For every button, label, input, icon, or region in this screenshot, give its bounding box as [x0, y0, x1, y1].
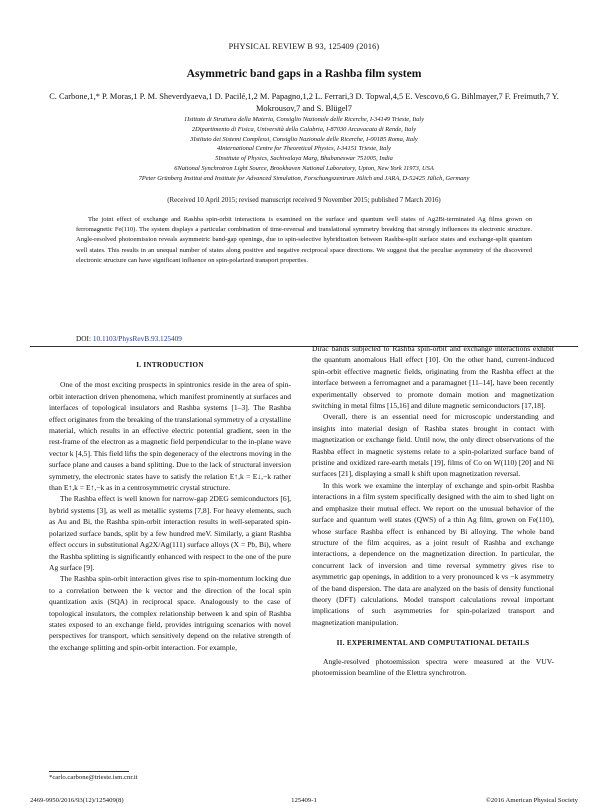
footer-issn: 2469-9950/2016/93(12)/125409(8) [30, 797, 124, 804]
corresponding-author-email: *carlo.carbone@trieste.ism.cnr.it [49, 774, 138, 781]
journal-header: PHYSICAL REVIEW B 93, 125409 (2016) [228, 42, 380, 51]
footer-page-number: 125409-1 [291, 797, 317, 804]
affiliation-4: 4International Centre for Theoretical Physics, I-34151 Trieste, Italy [216, 145, 391, 153]
abstract: The joint effect of exchange and Rashba spin-orbit interactions is examined on the surface and quantum well states of Ag2Bi-terminated Ag films grown on ferromagnetic Fe(110). The system displays a particular combination of time-reversal and translational symmetry breaking that strongly influences its electronic structure. Angle-resolved photoemission reveals asymmetric band-gap openings, due to spin-selective hybridization between Rashba-split surface states and exchange-split quantum well states. This results in an unequal number of states along positive and negative reciprocal space directions. We suggest that the peculiar asymmetry of the discovered electronic structure can have significant influence on spin-polarized transport properties. [76, 216, 532, 264]
affiliation-6: 6National Synchrotron Light Source, Brookhaven National Laboratory, Upton, New York 11973, USA [174, 164, 434, 172]
footer-copyright: ©2016 American Physical Society [485, 797, 578, 804]
paragraph: Overall, there is an essential need for microscopic understanding and insights into material design of Rashba states brought in contact with magnetization or exchange field. Until now, the only direct observations of the Rashba effect in magnetic systems relate to a spin-polarized surface band of pristine and oxidized rare-earth metals [19], films of Co on W(110) [20] and Ni surfaces [21], displaying a small k shift upon magnetization reversal. [312, 412, 554, 479]
section-heading-introduction: I. INTRODUCTION [136, 361, 204, 369]
affiliation-1: 1Istituto di Struttura della Materia, Consiglio Nazionale delle Ricerche, I-34149 Trieste, Italy [183, 116, 425, 123]
paragraph: In this work we examine the interplay of exchange and spin-orbit Rashba interactions in a film system specifically designed with the aim to shed light on and emphasize their mutual effect. We report on the unusual behavior of the surface and quantum well states (QWS) of a thin Ag film, grown on Fe(110), whose surface Rashba effect is enhanced by Bi alloying. The whole band structure of the film acquires, as a joint result of Rashba and exchange interactions, a dependence on the magnetization direction. In particular, the concurrent lack of inversion and time reversal symmetry gives rise to asymmetric gap openings, in addition to a very pronounced k vs −k asymmetry of the band dispersion. The data are analyzed on the basis of density functional theory (DFT) calculations. Model transport calculations reveal important implications of such asymmetries for spin-polarized transport and magnetization manipulation. [312, 480, 554, 627]
paragraph: The Rashba effect is well known for narrow-gap 2DEG semiconductors [6], hybrid systems [3], as well as metallic systems [7,8]. For heavy elements, such as Au and Bi, the Rashba spin-orbit interaction results in well-separated spin-polarized surface bands, split by a few hundred meV. Similarly, a giant Rashba effect occurs in substitutional Ag2X/Ag(111) surface alloys (X = Pb, Bi), where the Rashba splitting is significantly enhanced with respect to the one of the pure Ag surface [9]. [49, 494, 291, 572]
affiliation-7: 7Peter Grünberg Institut and Institute for Advanced Simulation, Forschungszentrum Jülich and JARA, D-52425 Jülich, Germany [138, 174, 470, 182]
affiliation-3: 3Istituto dei Sistemi Complessi, Consiglio Nazionale delle Ricerche, I-00185 Roma, Italy [190, 135, 418, 143]
footnote-divider [49, 771, 129, 772]
paragraph: One of the most exciting prospects in spintronics reside in the area of spin-orbit interaction driven phenomena, which manifest prominently at surfaces and interfaces of topological insulators and Rashba systems [1–3]. The Rashba effect originates from the breaking of the translational symmetry of a crystalline material, which results in an effective electric potential gradient, seen in the rest-frame of the electron as a magnetic field perpendicular to the in-plane wave vector k [4,5]. This field lifts the spin degeneracy of the electrons moving in the surface plane and causes a band splitting. Due to the lack of structural inversion symmetry, the electronic states have to satisfy the relation E↑,k = E↓,−k rather than E↑,k = E↑,−k as in a centrosymmetric crystal structure. [49, 380, 291, 493]
affiliation-list [30, 115, 578, 184]
section-heading-experimental: II. EXPERIMENTAL AND COMPUTATIONAL DETAILS [336, 639, 530, 648]
doi-label: DOI: [76, 334, 91, 343]
paragraph: The Rashba spin-orbit interaction gives rise to spin-momentum locking due to a correlation between the k vector and the direction of the local spin quantization axis (SQA) in reciprocal space. Analogously to the case of topological insulators, the complex relationship between k and spin of Rashba states exposed to an exchange field, provides intriguing scenarios with novel perspectives for transport, which sensitively depend on the relative strength of the exchange splitting and spin-orbit interaction. For example, [49, 574, 291, 652]
affiliation-2: 2Dipartimento di Fisica, Università della Calabria, I-87030 Arcavacata di Rende, Italy [191, 125, 417, 133]
received-dates: (Received 10 April 2015; revised manuscript received 9 November 2015; published 7 March 2016) [167, 197, 441, 204]
affiliation-5: 5Institute of Physics, Sachivalaya Marg, Bhubaneswar 751005, India [215, 155, 393, 163]
right-column [312, 343, 554, 678]
doi-line [76, 334, 182, 343]
paper-title: Asymmetric band gaps in a Rashba film system [186, 67, 422, 80]
doi-link[interactable]: 10.1103/PhysRevB.93.125409 [92, 334, 182, 343]
author-list: C. Carbone,1,* P. Moras,1 P. M. Sheverdyaeva,1 D. Pacilé,1,2 M. Papagno,1,2 L. Ferrari,3 D. Topwal,4,5 E. Vescovo,6 G. Bihlmayer,7 F. Freimuth,7 Y. Mokrousov,7 and S. Blügel7 [49, 92, 559, 113]
paragraph: Angle-resolved photoemission spectra were measured at the VUV-photoemission beamline of the Elettra synchrotron. [312, 656, 554, 677]
left-column [49, 360, 291, 653]
paragraph: Dirac bands subjected to Rashba spin-orbit and exchange interactions exhibit the quantum anomalous Hall effect [10]. On the other hand, current-induced spin-orbit effective magnetic fields, originating from the Rashba effect at the interface between a ferromagnet and a paramagnet [11–14], have been recently experimentally observed to promote domain motion and magnetization switching in metal films [15,16] and dilute magnetic semiconductors [17,18]. [312, 344, 554, 411]
